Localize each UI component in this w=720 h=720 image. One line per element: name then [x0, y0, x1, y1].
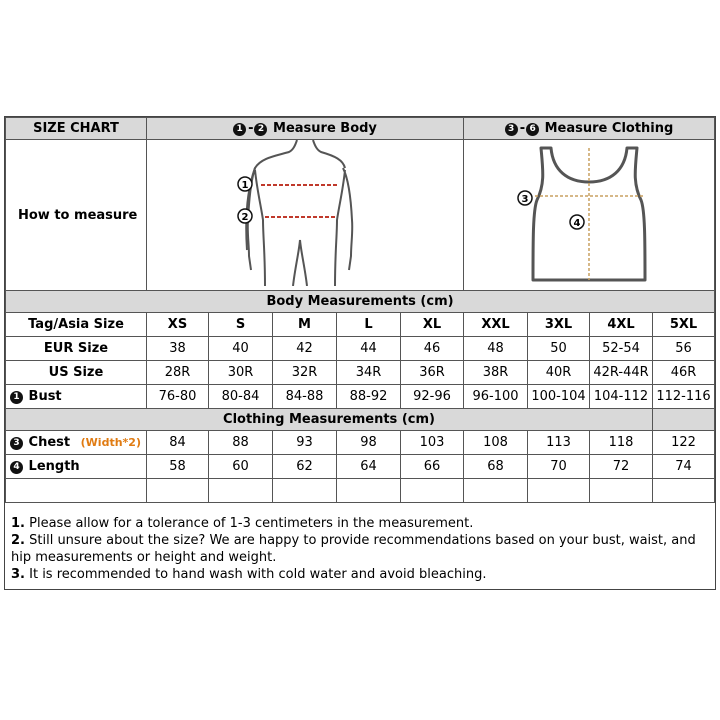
table-cell [337, 479, 401, 503]
size-header: 5XL [653, 313, 715, 337]
notes [5, 509, 715, 587]
table-cell [6, 479, 147, 503]
table-cell [653, 479, 715, 503]
table-cell: 38R [464, 361, 528, 385]
eur-size-row [6, 337, 715, 361]
clothing-marker-3: 3 [521, 194, 529, 205]
chest-label-text: Chest [28, 435, 71, 450]
tag-size-label: Tag/Asia Size [6, 313, 147, 337]
note-item: 3. It is recommended to hand wash with cold water and avoid bleaching. [11, 566, 487, 582]
table-cell: 104-112 [590, 385, 653, 409]
us-size-row [6, 361, 715, 385]
measure-clothing-label: Measure Clothing [544, 121, 674, 136]
size-header: L [337, 313, 401, 337]
size-header: XL [401, 313, 464, 337]
table-cell: 42 [273, 337, 337, 361]
body-marker-1: 1 [241, 180, 249, 191]
note-item: 1. Please allow for a tolerance of 1-3 centimeters in the measurement. [11, 515, 474, 531]
size-header: XXL [464, 313, 528, 337]
table-cell: 62 [273, 455, 337, 479]
how-to-measure-row [6, 140, 715, 291]
table-cell: 68 [464, 455, 528, 479]
chest-row [6, 431, 715, 455]
body-outline [248, 140, 353, 286]
size-header: S [209, 313, 273, 337]
bust-label [6, 385, 147, 409]
table-cell: 56 [653, 337, 715, 361]
table-cell: 92-96 [401, 385, 464, 409]
table-cell [401, 479, 464, 503]
table-cell [590, 479, 653, 503]
table-cell: 34R [337, 361, 401, 385]
clothing-section-empty [653, 409, 715, 431]
clothing-illustration-cell [464, 140, 715, 291]
body-illustration-cell [147, 140, 464, 291]
table-cell: 52-54 [590, 337, 653, 361]
bust-label-text: Bust [28, 389, 62, 404]
table-cell [273, 479, 337, 503]
bust-marker: 1 [10, 391, 23, 404]
table-cell: 42R-44R [590, 361, 653, 385]
table-cell: 98 [337, 431, 401, 455]
note-item: 2. Still unsure about the size? We are happy to provide recommendations based on your bust, waist, and hip measurements or height and weight. [11, 532, 696, 565]
table-cell [209, 479, 273, 503]
chest-label [6, 431, 147, 455]
chest-width-note: (Width*2) [80, 436, 141, 449]
measure-body-label: Measure Body [273, 121, 377, 136]
size-table [5, 117, 715, 509]
table-cell: 30R [209, 361, 273, 385]
size-header: 3XL [528, 313, 590, 337]
table-cell: 40R [528, 361, 590, 385]
body-marker-2: 2 [241, 212, 249, 223]
size-chart [4, 116, 716, 590]
eur-size-label: EUR Size [6, 337, 147, 361]
length-label-text: Length [28, 459, 80, 474]
table-cell: 100-104 [528, 385, 590, 409]
body-section-row [6, 291, 715, 313]
table-cell: 84-88 [273, 385, 337, 409]
length-label [6, 455, 147, 479]
empty-row [6, 479, 715, 503]
table-cell: 96-100 [464, 385, 528, 409]
measure-clothing-header: 3 - 6 Measure Clothing [464, 118, 715, 140]
table-cell: 46R [653, 361, 715, 385]
marker-2: 2 [254, 123, 267, 136]
table-cell: 58 [147, 455, 209, 479]
us-size-label: US Size [6, 361, 147, 385]
table-cell: 88 [209, 431, 273, 455]
table-cell: 48 [464, 337, 528, 361]
size-header: M [273, 313, 337, 337]
table-cell: 38 [147, 337, 209, 361]
how-to-measure-label: How to measure [6, 140, 147, 291]
table-cell: 74 [653, 455, 715, 479]
marker-1: 1 [233, 123, 246, 136]
table-cell: 32R [273, 361, 337, 385]
tank-top-image [489, 140, 689, 286]
table-cell [464, 479, 528, 503]
table-cell: 113 [528, 431, 590, 455]
table-cell: 36R [401, 361, 464, 385]
table-cell [528, 479, 590, 503]
size-header: 4XL [590, 313, 653, 337]
clothing-section-title: Clothing Measurements (cm) [6, 409, 653, 431]
measure-body-header: 1 - 2 Measure Body [147, 118, 464, 140]
table-cell: 118 [590, 431, 653, 455]
table-cell: 103 [401, 431, 464, 455]
table-cell: 66 [401, 455, 464, 479]
table-cell: 76-80 [147, 385, 209, 409]
tag-size-row [6, 313, 715, 337]
body-section-title: Body Measurements (cm) [6, 291, 715, 313]
chest-marker: 3 [10, 437, 23, 450]
size-chart-title: SIZE CHART [6, 118, 147, 140]
clothing-section-row [6, 409, 715, 431]
table-cell [147, 479, 209, 503]
table-cell: 80-84 [209, 385, 273, 409]
table-cell: 72 [590, 455, 653, 479]
table-cell: 84 [147, 431, 209, 455]
table-cell: 44 [337, 337, 401, 361]
marker-3: 3 [505, 123, 518, 136]
table-cell: 64 [337, 455, 401, 479]
header-row [6, 118, 715, 140]
table-cell: 122 [653, 431, 715, 455]
table-cell: 70 [528, 455, 590, 479]
marker-6: 6 [526, 123, 539, 136]
table-cell: 50 [528, 337, 590, 361]
table-cell: 88-92 [337, 385, 401, 409]
table-cell: 93 [273, 431, 337, 455]
table-cell: 46 [401, 337, 464, 361]
size-header: XS [147, 313, 209, 337]
clothing-marker-4: 4 [573, 218, 581, 229]
length-marker: 4 [10, 461, 23, 474]
bust-row [6, 385, 715, 409]
table-cell: 112-116 [653, 385, 715, 409]
length-row [6, 455, 715, 479]
table-cell: 60 [209, 455, 273, 479]
table-cell: 40 [209, 337, 273, 361]
table-cell: 108 [464, 431, 528, 455]
table-cell: 28R [147, 361, 209, 385]
body-figure-image [205, 140, 405, 286]
